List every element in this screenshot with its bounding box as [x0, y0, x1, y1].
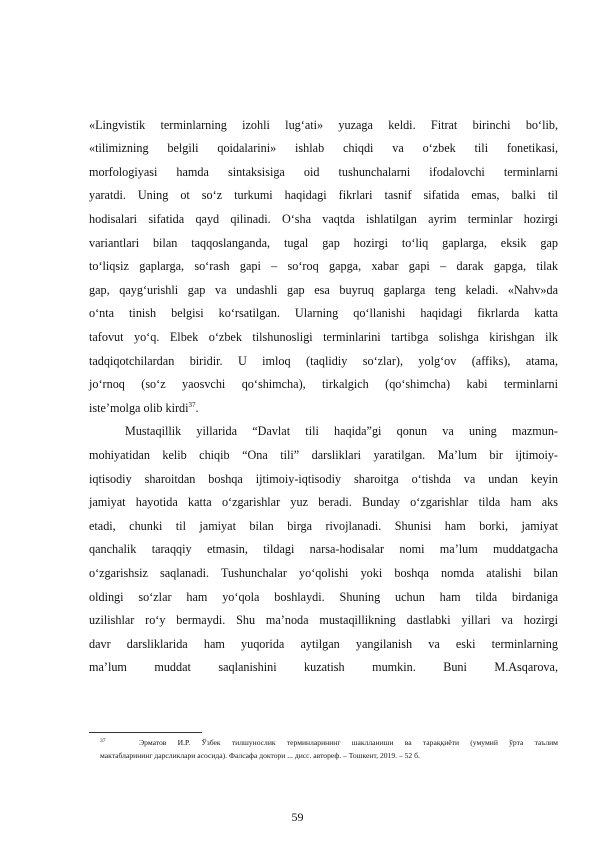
- footnote-line: [100, 738, 558, 747]
- footnote-number: 37: [100, 738, 106, 744]
- body-line: variantlari bilan taqqoslanganda, tugal gap hozirgi to‘liq gaplarga, eksik gap: [89, 236, 558, 250]
- body-line: gap, qayg‘urishli gap va undashli gap esa buyruq gaplarga teng keladi. «Nahv»da: [89, 283, 558, 297]
- body-line: mohiyatidan kelib chiqib “Ona tili” darsliklari yaratilgan. Ma’lum bir ijtimoiy-: [89, 448, 558, 462]
- body-line: ma’lum muddat saqlanishini kuzatish mumkin. Buni M.Asqarova,: [89, 660, 558, 674]
- body-line-indented: Mustaqillik yillarida “Davlat tili haqida”gi qonun va uning mazmun-: [125, 424, 558, 438]
- body-line: «Lingvistik terminlarning izohli lug‘ati» yuzaga keldi. Fitrat birinchi bo‘lib,: [89, 118, 558, 132]
- footnote-line: мактабларининг дарсликлари асосида). Фалсафа доктори ... дисс. автореф. – Тошкент, 2019. – 52 б.: [100, 751, 420, 760]
- body-line: qanchalik taraqqiy etmasin, tildagi narsa-hodisalar nomi ma’lum muddatgacha: [89, 542, 558, 556]
- body-line: uzilishlar ro‘y bermaydi. Shu ma’noda mustaqillikning dastlabki yillari va hozirgi: [89, 613, 558, 627]
- footnote-separator: [89, 732, 202, 733]
- body-line: iqtisodiy sharoitdan boshqa ijtimoiy-iqtisodiy sharoitga o‘tishda va undan keyin: [89, 472, 558, 486]
- footnote-reference[interactable]: 37: [188, 401, 196, 409]
- body-line-text: iste’molga olib kirdi: [89, 401, 189, 415]
- body-line: «tilimizning belgili qoidalarini» ishlab chiqdi va o‘zbek tili fonetikasi,: [89, 141, 558, 155]
- body-line: tafovut yo‘q. Elbek o‘zbek tilshunosligi terminlarini tartibga solishga kirishgan ilk: [89, 330, 558, 344]
- body-line: davr darsliklarida ham yuqorida aytilgan yangilanish va eski terminlarning: [89, 637, 558, 651]
- page-number: 59: [291, 810, 304, 824]
- body-line: o‘zgarishsiz saqlanadi. Tushunchalar yo‘qolishi yoki boshqa nomda atalishi bilan: [89, 566, 558, 580]
- body-line: hodisalari sifatida qayd qilinadi. O‘sha vaqtda ishlatilgan ayrim terminlar hozirgi: [89, 212, 558, 226]
- body-line: morfologiyasi hamda sintaksisiga oid tushunchalarni ifodalovchi terminlarni: [89, 165, 558, 179]
- body-line: to‘liqsiz gaplarga, so‘rash gapi – so‘roq gapga, xabar gapi – darak gapga, tilak: [89, 259, 558, 273]
- body-line-last: iste’molga olib kirdi$^{37}$.: [89, 401, 199, 415]
- body-line: etadi, chunki til jamiyat bilan birga rivojlanadi. Shunisi ham borki, jamiyat: [89, 519, 558, 533]
- body-line: oldingi so‘zlar ham yo‘qola boshlaydi. Shuning uchun ham tilda birdaniga: [89, 590, 558, 604]
- body-line: tadqiqotchilardan biridir. U imloq (taqlidiy so‘zlar), yolg‘ov (affiks), atama,: [89, 354, 558, 368]
- body-line: jo‘rnoq (so‘z yaosvchi qo‘shimcha), tirkalgich (qo‘shimcha) kabi terminlarni: [89, 377, 558, 391]
- body-line: o‘nta tinish belgisi ko‘rsatilgan. Ularning qo‘llanishi haqidagi fikrlarda katta: [89, 306, 558, 320]
- footnote-text: Эрматов И.Р. Ўзбек тилшунослик терминларининг шаклланиши ва тараққиёти (умумий ўрта таълим: [139, 738, 558, 747]
- body-line: jamiyat hayotida katta o‘zgarishlar yuz beradi. Bunday o‘zgarishlar tilda ham aks: [89, 495, 558, 509]
- body-line: yaratdi. Uning ot so‘z turkumi haqidagi fikrlari tasnif sifatida emas, balki til: [89, 188, 558, 202]
